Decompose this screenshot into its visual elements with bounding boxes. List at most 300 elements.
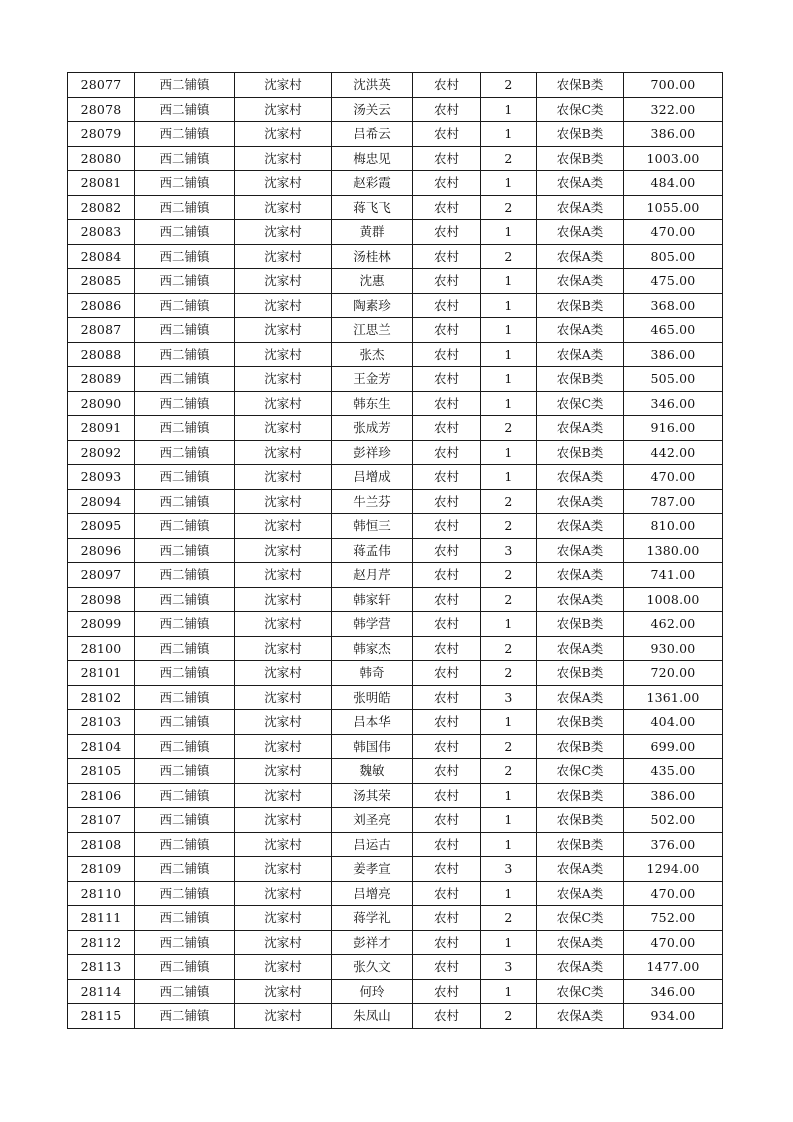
cell-count: 1 (481, 710, 537, 735)
cell-amount: 462.00 (624, 612, 723, 637)
cell-id: 28104 (68, 734, 135, 759)
cell-count: 1 (481, 881, 537, 906)
cell-category: 农保B类 (537, 832, 624, 857)
cell-name: 王金芳 (332, 367, 413, 392)
cell-name: 陶素珍 (332, 293, 413, 318)
cell-town: 西二铺镇 (135, 587, 235, 612)
cell-type: 农村 (413, 465, 481, 490)
cell-town: 西二铺镇 (135, 416, 235, 441)
cell-id: 28094 (68, 489, 135, 514)
cell-village: 沈家村 (235, 220, 332, 245)
cell-type: 农村 (413, 955, 481, 980)
cell-category: 农保B类 (537, 440, 624, 465)
cell-name: 吕增亮 (332, 881, 413, 906)
cell-category: 农保B类 (537, 783, 624, 808)
table-row (68, 636, 723, 661)
cell-village: 沈家村 (235, 563, 332, 588)
cell-id: 28083 (68, 220, 135, 245)
cell-town: 西二铺镇 (135, 734, 235, 759)
cell-id: 28108 (68, 832, 135, 857)
cell-town: 西二铺镇 (135, 783, 235, 808)
cell-id: 28102 (68, 685, 135, 710)
cell-name: 黄群 (332, 220, 413, 245)
cell-name: 张明皓 (332, 685, 413, 710)
cell-village: 沈家村 (235, 122, 332, 147)
cell-amount: 346.00 (624, 979, 723, 1004)
cell-type: 农村 (413, 73, 481, 98)
cell-category: 农保A类 (537, 318, 624, 343)
cell-type: 农村 (413, 489, 481, 514)
cell-id: 28101 (68, 661, 135, 686)
cell-town: 西二铺镇 (135, 465, 235, 490)
cell-count: 3 (481, 857, 537, 882)
cell-name: 蒋飞飞 (332, 195, 413, 220)
cell-id: 28093 (68, 465, 135, 490)
cell-name: 韩国伟 (332, 734, 413, 759)
cell-town: 西二铺镇 (135, 244, 235, 269)
cell-type: 农村 (413, 930, 481, 955)
cell-town: 西二铺镇 (135, 612, 235, 637)
table-row (68, 832, 723, 857)
cell-category: 农保A类 (537, 955, 624, 980)
cell-category: 农保B类 (537, 612, 624, 637)
cell-amount: 442.00 (624, 440, 723, 465)
cell-amount: 1380.00 (624, 538, 723, 563)
cell-amount: 368.00 (624, 293, 723, 318)
cell-name: 魏敏 (332, 759, 413, 784)
cell-count: 2 (481, 734, 537, 759)
cell-category: 农保A类 (537, 881, 624, 906)
cell-id: 28099 (68, 612, 135, 637)
table-row (68, 930, 723, 955)
cell-amount: 1477.00 (624, 955, 723, 980)
cell-category: 农保A类 (537, 587, 624, 612)
cell-town: 西二铺镇 (135, 881, 235, 906)
cell-amount: 505.00 (624, 367, 723, 392)
cell-category: 农保A类 (537, 1004, 624, 1029)
cell-town: 西二铺镇 (135, 832, 235, 857)
cell-town: 西二铺镇 (135, 489, 235, 514)
cell-type: 农村 (413, 783, 481, 808)
cell-type: 农村 (413, 416, 481, 441)
table-row (68, 538, 723, 563)
cell-type: 农村 (413, 661, 481, 686)
cell-category: 农保C类 (537, 906, 624, 931)
table-row (68, 465, 723, 490)
cell-category: 农保C类 (537, 979, 624, 1004)
cell-type: 农村 (413, 195, 481, 220)
table-row (68, 489, 723, 514)
cell-name: 张久文 (332, 955, 413, 980)
cell-town: 西二铺镇 (135, 685, 235, 710)
cell-type: 农村 (413, 146, 481, 171)
cell-id: 28096 (68, 538, 135, 563)
cell-count: 3 (481, 685, 537, 710)
cell-amount: 475.00 (624, 269, 723, 294)
cell-amount: 700.00 (624, 73, 723, 98)
cell-name: 梅忠见 (332, 146, 413, 171)
cell-town: 西二铺镇 (135, 906, 235, 931)
table-row (68, 171, 723, 196)
cell-village: 沈家村 (235, 342, 332, 367)
cell-amount: 1294.00 (624, 857, 723, 882)
cell-village: 沈家村 (235, 881, 332, 906)
cell-type: 农村 (413, 979, 481, 1004)
cell-count: 1 (481, 440, 537, 465)
cell-type: 农村 (413, 563, 481, 588)
cell-village: 沈家村 (235, 955, 332, 980)
cell-name: 沈惠 (332, 269, 413, 294)
cell-town: 西二铺镇 (135, 661, 235, 686)
cell-count: 2 (481, 906, 537, 931)
cell-type: 农村 (413, 318, 481, 343)
cell-amount: 930.00 (624, 636, 723, 661)
cell-town: 西二铺镇 (135, 1004, 235, 1029)
cell-village: 沈家村 (235, 465, 332, 490)
cell-amount: 1008.00 (624, 587, 723, 612)
cell-id: 28113 (68, 955, 135, 980)
cell-amount: 805.00 (624, 244, 723, 269)
cell-id: 28112 (68, 930, 135, 955)
cell-village: 沈家村 (235, 612, 332, 637)
cell-town: 西二铺镇 (135, 563, 235, 588)
beneficiary-table (67, 72, 723, 1029)
cell-amount: 322.00 (624, 97, 723, 122)
cell-type: 农村 (413, 97, 481, 122)
cell-count: 1 (481, 171, 537, 196)
cell-category: 农保A类 (537, 636, 624, 661)
cell-count: 1 (481, 122, 537, 147)
table-row (68, 195, 723, 220)
cell-id: 28092 (68, 440, 135, 465)
cell-count: 1 (481, 832, 537, 857)
cell-count: 2 (481, 146, 537, 171)
cell-type: 农村 (413, 759, 481, 784)
cell-type: 农村 (413, 1004, 481, 1029)
cell-town: 西二铺镇 (135, 220, 235, 245)
cell-id: 28109 (68, 857, 135, 882)
cell-name: 吕希云 (332, 122, 413, 147)
cell-id: 28095 (68, 514, 135, 539)
cell-name: 韩奇 (332, 661, 413, 686)
cell-name: 吕本华 (332, 710, 413, 735)
cell-category: 农保A类 (537, 538, 624, 563)
cell-amount: 1003.00 (624, 146, 723, 171)
cell-type: 农村 (413, 171, 481, 196)
table-row (68, 955, 723, 980)
cell-count: 2 (481, 416, 537, 441)
cell-name: 江思兰 (332, 318, 413, 343)
cell-count: 1 (481, 367, 537, 392)
cell-name: 汤关云 (332, 97, 413, 122)
cell-id: 28111 (68, 906, 135, 931)
cell-name: 韩家轩 (332, 587, 413, 612)
cell-town: 西二铺镇 (135, 293, 235, 318)
cell-village: 沈家村 (235, 318, 332, 343)
cell-village: 沈家村 (235, 979, 332, 1004)
cell-category: 农保A类 (537, 171, 624, 196)
table-row (68, 661, 723, 686)
cell-count: 1 (481, 220, 537, 245)
table-row (68, 416, 723, 441)
table-row (68, 808, 723, 833)
cell-type: 农村 (413, 244, 481, 269)
cell-village: 沈家村 (235, 710, 332, 735)
cell-count: 1 (481, 293, 537, 318)
cell-town: 西二铺镇 (135, 636, 235, 661)
cell-name: 蒋学礼 (332, 906, 413, 931)
table-row (68, 759, 723, 784)
table-row (68, 1004, 723, 1029)
cell-type: 农村 (413, 710, 481, 735)
table-row (68, 146, 723, 171)
cell-amount: 787.00 (624, 489, 723, 514)
cell-count: 2 (481, 73, 537, 98)
cell-category: 农保A类 (537, 195, 624, 220)
cell-name: 汤桂林 (332, 244, 413, 269)
table-row (68, 514, 723, 539)
cell-count: 2 (481, 489, 537, 514)
cell-town: 西二铺镇 (135, 342, 235, 367)
cell-town: 西二铺镇 (135, 367, 235, 392)
cell-amount: 916.00 (624, 416, 723, 441)
cell-type: 农村 (413, 342, 481, 367)
cell-count: 1 (481, 269, 537, 294)
cell-village: 沈家村 (235, 367, 332, 392)
cell-town: 西二铺镇 (135, 979, 235, 1004)
cell-count: 2 (481, 514, 537, 539)
cell-category: 农保B类 (537, 122, 624, 147)
table-row (68, 391, 723, 416)
cell-count: 1 (481, 342, 537, 367)
cell-village: 沈家村 (235, 734, 332, 759)
table-row (68, 367, 723, 392)
cell-count: 2 (481, 563, 537, 588)
cell-town: 西二铺镇 (135, 514, 235, 539)
cell-name: 姜孝宣 (332, 857, 413, 882)
cell-type: 农村 (413, 269, 481, 294)
cell-type: 农村 (413, 538, 481, 563)
cell-id: 28085 (68, 269, 135, 294)
cell-village: 沈家村 (235, 391, 332, 416)
cell-category: 农保B类 (537, 367, 624, 392)
cell-name: 彭祥才 (332, 930, 413, 955)
cell-id: 28089 (68, 367, 135, 392)
cell-town: 西二铺镇 (135, 171, 235, 196)
cell-id: 28115 (68, 1004, 135, 1029)
cell-id: 28105 (68, 759, 135, 784)
cell-count: 1 (481, 391, 537, 416)
cell-village: 沈家村 (235, 538, 332, 563)
cell-amount: 502.00 (624, 808, 723, 833)
cell-id: 28098 (68, 587, 135, 612)
cell-amount: 470.00 (624, 881, 723, 906)
cell-amount: 470.00 (624, 220, 723, 245)
cell-name: 韩东生 (332, 391, 413, 416)
cell-name: 赵月芹 (332, 563, 413, 588)
cell-name: 张杰 (332, 342, 413, 367)
cell-type: 农村 (413, 391, 481, 416)
table-row (68, 73, 723, 98)
cell-amount: 934.00 (624, 1004, 723, 1029)
cell-id: 28077 (68, 73, 135, 98)
cell-amount: 470.00 (624, 930, 723, 955)
cell-amount: 465.00 (624, 318, 723, 343)
table-row (68, 97, 723, 122)
cell-id: 28081 (68, 171, 135, 196)
cell-category: 农保B类 (537, 734, 624, 759)
cell-category: 农保B类 (537, 661, 624, 686)
cell-category: 农保A类 (537, 244, 624, 269)
cell-village: 沈家村 (235, 195, 332, 220)
cell-amount: 376.00 (624, 832, 723, 857)
cell-town: 西二铺镇 (135, 759, 235, 784)
cell-count: 1 (481, 979, 537, 1004)
cell-type: 农村 (413, 514, 481, 539)
cell-amount: 404.00 (624, 710, 723, 735)
cell-name: 张成芳 (332, 416, 413, 441)
table-row (68, 587, 723, 612)
cell-name: 吕运古 (332, 832, 413, 857)
cell-town: 西二铺镇 (135, 538, 235, 563)
cell-name: 吕增成 (332, 465, 413, 490)
cell-amount: 386.00 (624, 783, 723, 808)
cell-category: 农保A类 (537, 857, 624, 882)
cell-type: 农村 (413, 734, 481, 759)
cell-town: 西二铺镇 (135, 391, 235, 416)
cell-category: 农保A类 (537, 416, 624, 441)
cell-village: 沈家村 (235, 171, 332, 196)
cell-name: 沈洪英 (332, 73, 413, 98)
cell-id: 28087 (68, 318, 135, 343)
cell-category: 农保B类 (537, 293, 624, 318)
cell-category: 农保A类 (537, 220, 624, 245)
cell-village: 沈家村 (235, 514, 332, 539)
cell-type: 农村 (413, 122, 481, 147)
cell-id: 28107 (68, 808, 135, 833)
cell-name: 韩家杰 (332, 636, 413, 661)
table-row (68, 220, 723, 245)
cell-count: 2 (481, 244, 537, 269)
table-row (68, 979, 723, 1004)
cell-amount: 699.00 (624, 734, 723, 759)
table-row (68, 710, 723, 735)
cell-town: 西二铺镇 (135, 930, 235, 955)
table-row (68, 563, 723, 588)
cell-name: 彭祥珍 (332, 440, 413, 465)
table-row (68, 318, 723, 343)
cell-count: 1 (481, 783, 537, 808)
cell-village: 沈家村 (235, 269, 332, 294)
cell-id: 28082 (68, 195, 135, 220)
table-row (68, 244, 723, 269)
table-body (68, 73, 723, 1029)
cell-count: 2 (481, 587, 537, 612)
cell-town: 西二铺镇 (135, 122, 235, 147)
table-row (68, 440, 723, 465)
cell-type: 农村 (413, 636, 481, 661)
cell-village: 沈家村 (235, 685, 332, 710)
cell-village: 沈家村 (235, 416, 332, 441)
cell-count: 2 (481, 636, 537, 661)
cell-type: 农村 (413, 367, 481, 392)
cell-id: 28097 (68, 563, 135, 588)
cell-count: 2 (481, 195, 537, 220)
cell-amount: 1055.00 (624, 195, 723, 220)
cell-id: 28084 (68, 244, 135, 269)
cell-village: 沈家村 (235, 73, 332, 98)
cell-name: 刘圣亮 (332, 808, 413, 833)
cell-village: 沈家村 (235, 489, 332, 514)
cell-type: 农村 (413, 293, 481, 318)
table-row (68, 685, 723, 710)
cell-id: 28086 (68, 293, 135, 318)
cell-type: 农村 (413, 685, 481, 710)
cell-count: 1 (481, 930, 537, 955)
table-row (68, 881, 723, 906)
cell-id: 28114 (68, 979, 135, 1004)
cell-village: 沈家村 (235, 636, 332, 661)
cell-amount: 386.00 (624, 342, 723, 367)
table-row (68, 612, 723, 637)
cell-count: 1 (481, 465, 537, 490)
cell-count: 2 (481, 661, 537, 686)
cell-name: 牛兰芬 (332, 489, 413, 514)
cell-category: 农保A类 (537, 489, 624, 514)
cell-name: 韩恒三 (332, 514, 413, 539)
cell-category: 农保A类 (537, 465, 624, 490)
cell-village: 沈家村 (235, 587, 332, 612)
cell-town: 西二铺镇 (135, 73, 235, 98)
cell-amount: 346.00 (624, 391, 723, 416)
cell-count: 3 (481, 538, 537, 563)
cell-id: 28079 (68, 122, 135, 147)
cell-id: 28110 (68, 881, 135, 906)
cell-village: 沈家村 (235, 832, 332, 857)
cell-town: 西二铺镇 (135, 857, 235, 882)
cell-category: 农保A类 (537, 930, 624, 955)
cell-category: 农保A类 (537, 514, 624, 539)
cell-category: 农保C类 (537, 391, 624, 416)
table-row (68, 906, 723, 931)
cell-id: 28078 (68, 97, 135, 122)
table-row (68, 269, 723, 294)
cell-type: 农村 (413, 587, 481, 612)
cell-id: 28091 (68, 416, 135, 441)
table-row (68, 734, 723, 759)
cell-type: 农村 (413, 832, 481, 857)
cell-town: 西二铺镇 (135, 195, 235, 220)
cell-amount: 435.00 (624, 759, 723, 784)
cell-village: 沈家村 (235, 783, 332, 808)
cell-village: 沈家村 (235, 440, 332, 465)
cell-type: 农村 (413, 808, 481, 833)
cell-category: 农保A类 (537, 342, 624, 367)
cell-village: 沈家村 (235, 759, 332, 784)
cell-id: 28090 (68, 391, 135, 416)
cell-count: 1 (481, 612, 537, 637)
cell-town: 西二铺镇 (135, 318, 235, 343)
cell-village: 沈家村 (235, 930, 332, 955)
cell-count: 2 (481, 1004, 537, 1029)
cell-village: 沈家村 (235, 97, 332, 122)
cell-amount: 1361.00 (624, 685, 723, 710)
table-row (68, 857, 723, 882)
cell-type: 农村 (413, 881, 481, 906)
cell-type: 农村 (413, 857, 481, 882)
cell-town: 西二铺镇 (135, 146, 235, 171)
cell-amount: 484.00 (624, 171, 723, 196)
